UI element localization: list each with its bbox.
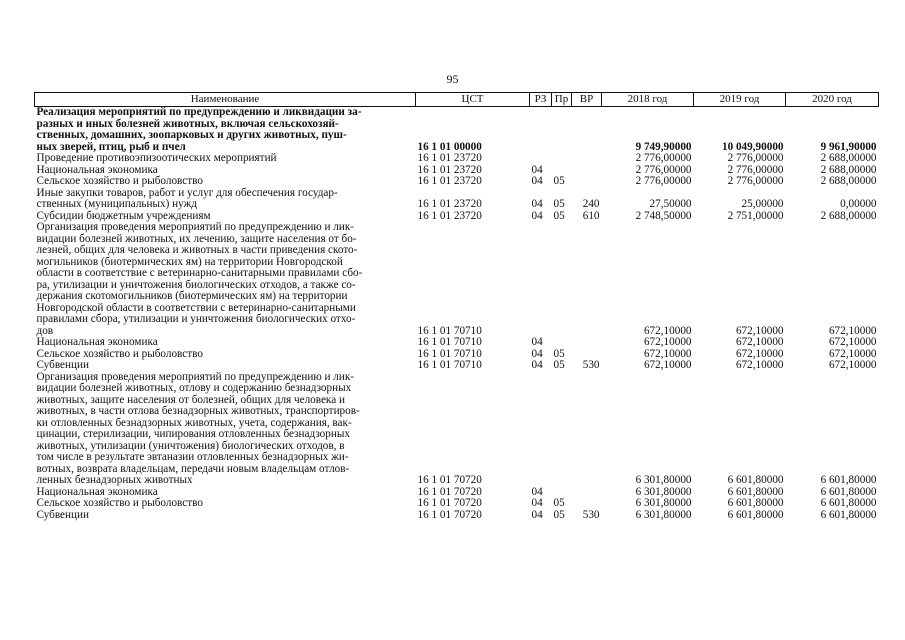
cell-cst: 16 1 01 70710 (417, 336, 482, 348)
cell-vr (572, 153, 602, 165)
cell-pr (552, 372, 572, 487)
cell-vr: 530 (582, 359, 600, 371)
cell-rz (530, 372, 552, 487)
cell-2018: 2 776,00000 (635, 152, 692, 164)
cell-name: Организация проведения мероприятий по предупреждению и лик- видации болезней животных, отлову и содержанию безнадзорных животных, защите населения от болезней, общих для человека и животных, в части отлова безнадзорных животных, транспортиров- ки отловленных безнадзорных животных, учета, содержания, вак- цинации, стерилизации, чипирования отловленных безнадзорных животных, утилизации (уничтожения) биологических отходов, в том числе в результате эвтаназии отловленных безнадзорных жи- вотных, возврата владельцам, передачи новым владельцам отлов- ленных безнадзорных животных (36, 370, 360, 486)
cell-2018: 6 301,80000 (635, 485, 692, 498)
cell-2020: 9 961,90000 (820, 140, 877, 153)
cell-rz: 04 (531, 347, 543, 360)
cell-2020: 6 601,80000 (820, 497, 877, 509)
cell-2020: 672,10000 (828, 324, 877, 337)
cell-name: Национальная экономика (36, 336, 158, 348)
cell-name: Субвенции (36, 508, 89, 521)
cell-cst: 16 1 01 70720 (417, 485, 482, 498)
cell-2020: 0,00000 (840, 198, 877, 210)
cell-2019: 672,10000 (735, 347, 784, 360)
cell-vr (572, 165, 602, 177)
cell-rz: 04 (531, 209, 543, 222)
cell-2019: 672,10000 (735, 359, 784, 371)
page-number: 95 (446, 72, 459, 86)
cell-cst: 16 1 01 70710 (417, 359, 482, 371)
cell-2020: 2 688,00000 (820, 209, 877, 222)
cell-name: Реализация мероприятий по предупреждению и ликвидации за- разных и иных болезней животных, включая сельскохозяй- ственных, домашних, зоопарковых и других животных, пуш- ных зверей, птиц, рыб и пчел (36, 106, 362, 153)
budget-table (34, 92, 879, 521)
cell-2018: 672,10000 (643, 336, 692, 348)
cell-cst: 16 1 01 70720 (417, 474, 482, 486)
cell-2020: 6 601,80000 (820, 485, 877, 498)
cell-2019: 672,10000 (735, 324, 784, 337)
cell-rz: 04 (531, 198, 543, 210)
cell-cst: 16 1 01 23720 (417, 198, 482, 210)
cell-pr (552, 222, 572, 337)
cell-cst: 16 1 01 23720 (417, 175, 482, 187)
table-body (35, 107, 879, 522)
cell-name: Субсидии бюджетным учреждениям (36, 209, 211, 222)
cell-rz: 04 (531, 508, 543, 521)
table-row (35, 337, 879, 349)
cell-2020: 2 688,00000 (820, 152, 877, 164)
cell-name: Организация проведения мероприятий по предупреждению и лик- видации болезней животных, их лечению, защите населения от бо- лезней, общих для человека и животных в части приведения ското- могильников (биотермических ям) на территории Новгородской области в соответствие с ветеринарно-санитарными правилами сбо- ра, утилизации и уничтожения биологических отходов, а также со- держания скотомогильников (биотермических ям) на территории Новгородской области в соответствии с ветеринарно-санитарными правилами сбора, утилизации и уничтожения биологических отхо- дов (36, 221, 363, 337)
cell-pr (552, 337, 572, 349)
header-pr: Пр (552, 93, 572, 107)
cell-rz (530, 153, 552, 165)
cell-cst: 16 1 01 00000 (417, 140, 482, 153)
cell-name: Сельское хозяйство и рыболовство (36, 175, 203, 187)
cell-2019: 6 601,80000 (727, 508, 784, 521)
cell-2019: 2 751,00000 (727, 209, 784, 222)
cell-2018: 672,10000 (643, 359, 692, 371)
cell-2020: 2 688,00000 (820, 175, 877, 187)
cell-2019: 6 601,80000 (727, 474, 784, 486)
cell-pr (552, 153, 572, 165)
table-row (35, 153, 879, 165)
cell-2018: 27,50000 (649, 198, 692, 210)
cell-vr (572, 107, 602, 154)
cell-2019: 2 776,00000 (727, 152, 784, 164)
cell-vr (572, 372, 602, 487)
cell-2019: 672,10000 (735, 336, 784, 348)
cell-2020: 672,10000 (828, 347, 877, 360)
cell-name: Национальная экономика (36, 163, 158, 176)
cell-vr (572, 337, 602, 349)
cell-cst: 16 1 01 23720 (417, 209, 482, 222)
cell-pr: 05 (553, 497, 565, 509)
cell-cst: 16 1 01 23720 (417, 163, 482, 176)
cell-2019: 6 601,80000 (727, 485, 784, 498)
table-row (35, 372, 879, 487)
cell-2020: 672,10000 (828, 359, 877, 371)
cell-2019: 2 776,00000 (727, 175, 784, 187)
cell-2018: 2 748,50000 (635, 209, 692, 222)
cell-name: Иные закупки товаров, работ и услуг для обеспечения государ- ственных (муниципальных) нужд (36, 186, 338, 210)
cell-name: Проведение противоэпизоотических мероприятий (36, 152, 277, 164)
cell-2018: 2 776,00000 (635, 175, 692, 187)
cell-vr: 240 (582, 198, 600, 210)
cell-rz: 04 (531, 485, 543, 498)
table-row (35, 176, 879, 188)
cell-2020: 672,10000 (828, 336, 877, 348)
cell-2018: 9 749,90000 (635, 140, 692, 153)
cell-vr (572, 176, 602, 188)
cell-name: Сельское хозяйство и рыболовство (36, 347, 203, 360)
cell-2018: 672,10000 (643, 324, 692, 337)
cell-pr: 05 (553, 359, 565, 371)
table-row (35, 510, 879, 522)
table-row (35, 360, 879, 372)
cell-pr: 05 (553, 209, 565, 222)
table-row (35, 222, 879, 337)
cell-cst: 16 1 01 23720 (417, 152, 482, 164)
cell-vr: 530 (582, 508, 600, 521)
cell-vr (572, 498, 602, 510)
header-vr: ВР (572, 93, 602, 107)
cell-2018: 672,10000 (643, 347, 692, 360)
cell-rz: 04 (531, 336, 543, 348)
cell-pr: 05 (553, 175, 565, 187)
cell-2018: 6 301,80000 (635, 474, 692, 486)
header-rz: РЗ (530, 93, 552, 107)
cell-rz: 04 (531, 497, 543, 509)
cell-pr (552, 107, 572, 154)
cell-2019: 6 601,80000 (727, 497, 784, 509)
cell-cst: 16 1 01 70710 (417, 347, 482, 360)
header-cst: ЦСТ (416, 93, 530, 107)
cell-name: Субвенции (36, 359, 89, 371)
cell-2020: 6 601,80000 (820, 474, 877, 486)
cell-rz (530, 222, 552, 337)
cell-vr: 610 (582, 209, 600, 222)
cell-rz: 04 (531, 163, 543, 176)
cell-2019: 25,00000 (741, 198, 784, 210)
cell-vr (572, 487, 602, 499)
table-row (35, 107, 879, 154)
cell-name: Сельское хозяйство и рыболовство (36, 497, 203, 509)
cell-cst: 16 1 01 70720 (417, 508, 482, 521)
cell-2018: 6 301,80000 (635, 497, 692, 509)
cell-2019: 10 049,90000 (721, 140, 784, 153)
cell-2018: 6 301,80000 (635, 508, 692, 521)
cell-2018: 2 776,00000 (635, 163, 692, 176)
cell-2020: 2 688,00000 (820, 163, 877, 176)
cell-rz: 04 (531, 359, 543, 371)
cell-name: Национальная экономика (36, 485, 158, 498)
cell-rz (530, 107, 552, 154)
cell-pr: 05 (553, 347, 565, 360)
header-2020: 2020 год (786, 93, 879, 107)
table-row (35, 498, 879, 510)
cell-2020: 6 601,80000 (820, 508, 877, 521)
table-header-row (35, 93, 879, 107)
cell-cst: 16 1 01 70720 (417, 497, 482, 509)
cell-rz: 04 (531, 175, 543, 187)
cell-vr (572, 222, 602, 337)
table-row (35, 188, 879, 211)
cell-pr: 05 (553, 508, 565, 521)
header-2018: 2018 год (602, 93, 694, 107)
cell-cst: 16 1 01 70710 (417, 324, 482, 337)
header-2019: 2019 год (694, 93, 786, 107)
cell-pr: 05 (553, 198, 565, 210)
cell-2019: 2 776,00000 (727, 163, 784, 176)
header-name: Наименование (35, 93, 416, 107)
